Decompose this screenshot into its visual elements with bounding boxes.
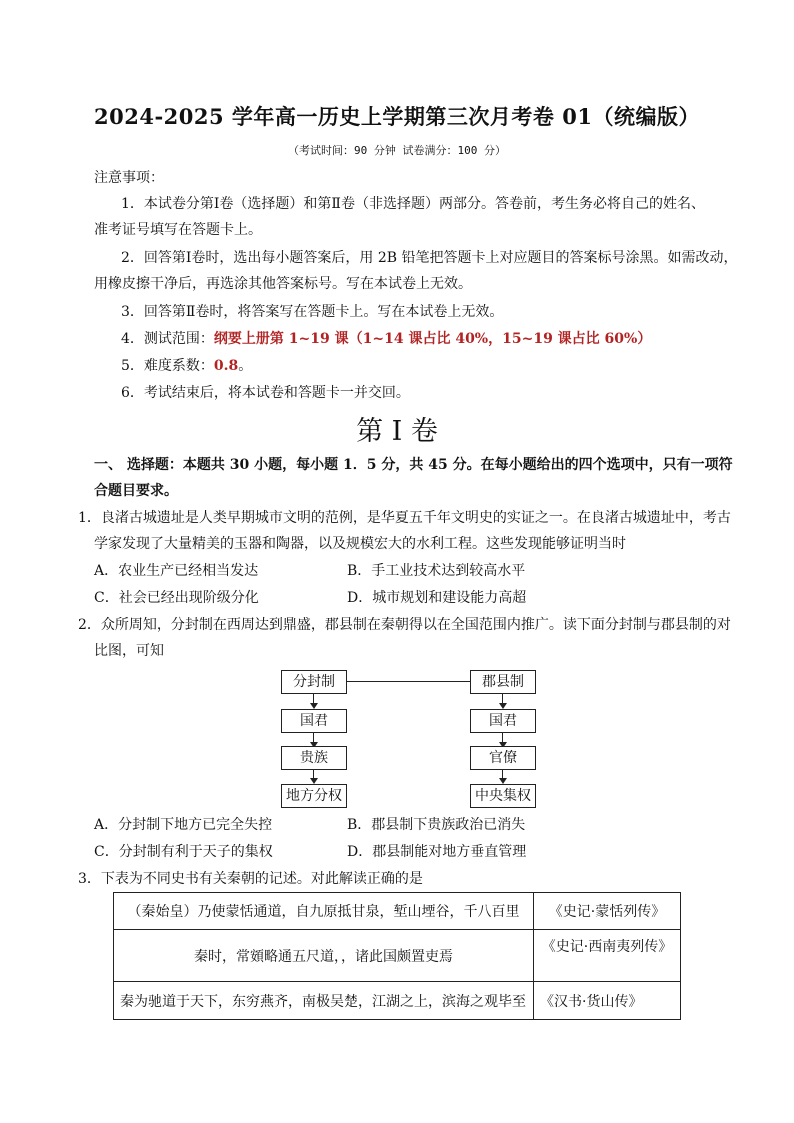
question-3-stem: 3．下表为不同史书有关秦朝的记述。对此解读正确的是	[78, 871, 423, 887]
record-source: 《史记·蒙恬列传》	[534, 893, 681, 930]
note-6: 6．考试结束后，将本试卷和答题卡一并交回。	[121, 385, 410, 401]
q2-option-d[interactable]: D．郡县制能对地方垂直管理	[347, 844, 527, 860]
scope-label: 4．测试范围：	[121, 331, 214, 347]
question-2-stem-cont: 比图，可知	[94, 643, 164, 659]
diagram-left-box-2: 国君	[281, 709, 347, 733]
note-2-cont: 用橡皮擦干净后，再选涂其他答案标号。写在本试卷上无效。	[94, 276, 472, 292]
diagram-right-box-3: 官僚	[470, 746, 536, 770]
notes-heading: 注意事项：	[94, 170, 164, 186]
diagram-left-box-4: 地方分权	[281, 784, 347, 808]
q1-option-d[interactable]: D．城市规划和建设能力高超	[347, 590, 527, 606]
exam-info: （考试时间：90 分钟 试卷满分：100 分）	[288, 144, 506, 157]
difficulty-value: 0.8	[213, 358, 239, 374]
difficulty-label: 5．难度系数：	[121, 358, 214, 374]
note-1-cont: 准考证号填写在答题卡上。	[94, 222, 262, 238]
q1-option-c[interactable]: C．社会已经出现阶级分化	[94, 590, 259, 606]
note-1: 1．本试卷分第Ⅰ卷（选择题）和第Ⅱ卷（非选择题）两部分。答卷前，考生务必将自己的姓名、	[121, 196, 705, 212]
q1-option-a[interactable]: A．农业生产已经相当发达	[94, 563, 259, 579]
note-2: 2．回答第Ⅰ卷时，选出每小题答案后，用 2B 铅笔把答题卡上对应题目的答案标号涂黑。如需改动，	[121, 250, 738, 266]
question-2-stem: 2．众所周知，分封制在西周达到鼎盛，郡县制在秦朝得以在全国范围内推广。读下面分封制与郡县制的对	[78, 617, 731, 633]
record-text: 秦为驰道于天下，东穷燕齐，南极吴楚，江湖之上，滨海之观毕至	[114, 982, 534, 1020]
note-5: 5．难度系数：0.8。	[121, 358, 253, 374]
diagram-left-box-1: 分封制	[281, 670, 347, 694]
note-4	[121, 329, 651, 349]
record-text: 秦时，常頞略通五尺道，，诸此国颇置吏焉	[114, 930, 534, 982]
record-source: 《汉书·货山传》	[534, 982, 681, 1020]
diagram-right-box-1: 郡县制	[470, 670, 536, 694]
q1-option-b[interactable]: B．手工业技术达到较高水平	[347, 563, 526, 579]
diagram-right-box-4: 中央集权	[470, 784, 536, 808]
diagram-right-box-2: 国君	[470, 709, 536, 733]
scope-value: 纲要上册第 1~19 课（1~14 课占比 40%，15~19 课占比 60%）	[213, 331, 652, 347]
record-source: 《史记·西南夷列传》	[534, 930, 681, 982]
note-3: 3．回答第Ⅱ卷时，将答案写在答题卡上。写在本试卷上无效。	[121, 304, 504, 320]
table-row	[114, 930, 681, 982]
q2-option-b[interactable]: B．郡县制下贵族政治已消失	[347, 817, 526, 833]
table-row	[114, 982, 681, 1020]
section-title: 第 I 卷	[356, 416, 438, 447]
part1-instructions: 一、 选择题：本题共 30 小题，每小题 1．5 分，共 45 分。在每小题给出的四个选项中，只有一项符	[94, 457, 733, 473]
history-records-table	[113, 892, 681, 1020]
page-title: 2024-2025 学年高一历史上学期第三次月考卷 01（统编版）	[94, 104, 700, 129]
diagram-left-box-3: 贵族	[281, 746, 347, 770]
table-row	[114, 893, 681, 930]
question-1-stem: 1．良渚古城遗址是人类早期城市文明的范例，是华夏五千年文明史的实证之一。在良渚古城遗址中，考古	[78, 510, 731, 526]
q2-option-c[interactable]: C．分封制有利于天子的集权	[94, 844, 273, 860]
q2-option-a[interactable]: A．分封制下地方已完全失控	[94, 817, 273, 833]
question-1-stem-cont: 学家发现了大量精美的玉器和陶器，以及规模宏大的水利工程。这些发现能够证明当时	[94, 536, 626, 552]
record-text: （秦始皇）乃使蒙恬通道，自九原抵甘泉，堑山堙谷，千八百里	[114, 893, 534, 930]
part1-instructions-cont: 合题目要求。	[94, 483, 178, 499]
